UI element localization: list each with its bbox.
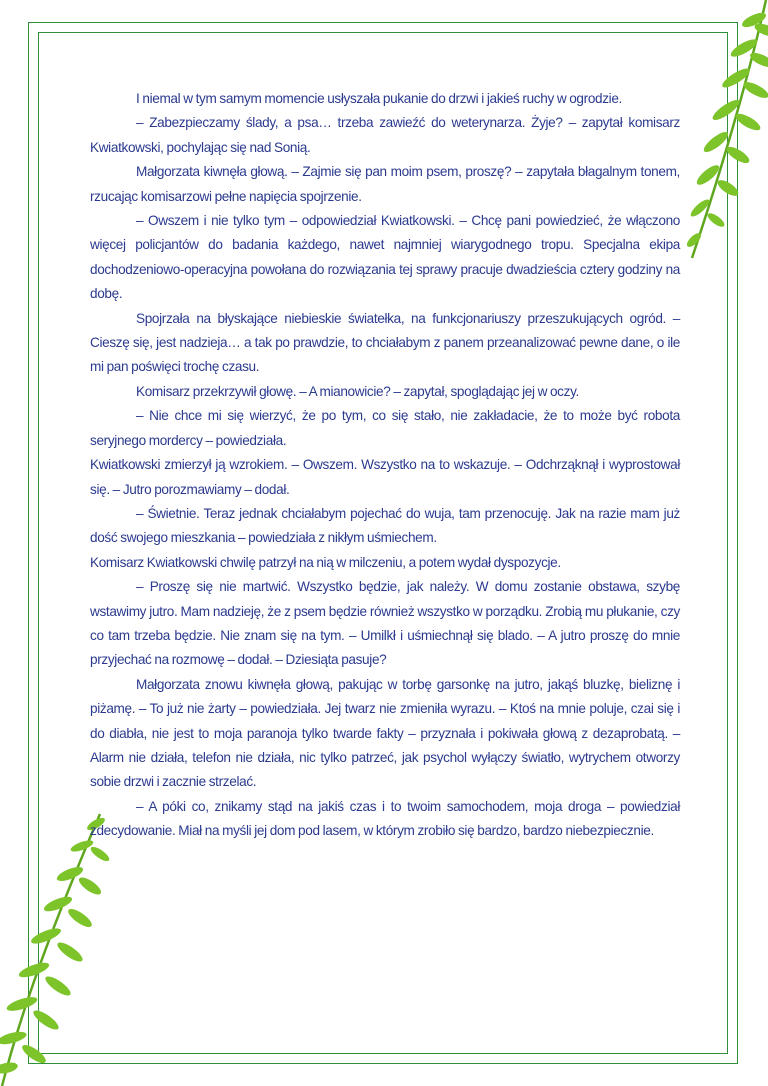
story-paragraph: Kwiatkowski zmierzył ją wzrokiem. – Owszem. Wszystko na to wskazuje. – Odchrząknął i wyprostował się. – Jutro porozmawiamy – dodał. <box>90 457 680 497</box>
story-paragraph: I niemal w tym samym momencie usłyszała pukanie do drzwi i jakieś ruchy w ogrodzie. <box>136 91 622 106</box>
story-paragraph: – Owszem i nie tylko tym – odpowiedział Kwiatkowski. – Chcę pani powiedzieć, że włączono więcej policjantów do badania każdego, nawet najmniej wiarygodnego tropu. Specjalna ekipa dochodzeniowo-operacyjna powołana do rozwiązania tej sprawy pracuje dwadzieścia cztery godziny na dobę. <box>90 213 680 302</box>
story-paragraph: – Nie chce mi się wierzyć, że po tym, co się stało, nie zakładacie, że to może być robota seryjnego mordercy – powiedziała. <box>90 408 680 448</box>
fern-decoration-bottom <box>0 806 120 1086</box>
story-paragraph: Komisarz przekrzywił głowę. – A mianowicie? – zapytał, spoglądając jej w oczy. <box>136 383 579 399</box>
story-paragraph: Małgorzata kiwnęła głową. – Zajmie się pan moim psem, proszę? – zapytała błagalnym tonem, rzucając komisarzowi pełne napięcia spojrzenie. <box>90 164 680 204</box>
story-text <box>90 87 680 844</box>
story-paragraph: – Proszę się nie martwić. Wszystko będzie, jak należy. W domu zostanie obstawa, szybę wstawimy jutro. Mam nadzieję, że z psem będzie również wszystko w porządku. Zrobią mu płukanie, czy co tam trzeba będzie. Nie znam się na tym. – Umilkł i uśmiechnął się blado. – A jutro proszę do mnie przyjechać na rozmowę – dodał. – Dziesiąta pasuje? <box>90 579 680 668</box>
story-paragraph: – A póki co, znikamy stąd na jakiś czas i to twoim samochodem, moja droga – powiedział zdecydowanie. Miał na myśli jej dom pod lasem, w którym zrobiło się bardzo, bardzo niebezpiecznie. <box>90 798 680 839</box>
story-paragraph: – Świetnie. Teraz jednak chciałabym pojechać do wuja, tam przenocuję. Jak na razie mam już dość swojego mieszkania – powiedziała z nikłym uśmiechem. <box>90 505 680 546</box>
story-paragraph: Małgorzata znowu kiwnęła głową, pakując w torbę garsonkę na jutro, jakąś bluzkę, bieliznę i piżamę. – To już nie żarty – powiedziała. Jej twarz nie zmieniła wyrazu. – Ktoś na mnie poluje, czai się i do diabła, nie jest to moja paranoja tylko twarde fakty – przyznała i pokiwała głową z dezaprobatą. – Alarm nie działa, telefon nie działa, nic tylko patrzeć, jak psychol wyłączy światło, wytrychem otworzy sobie drzwi i zacznie strzelać. <box>90 676 680 790</box>
story-paragraph: Komisarz Kwiatkowski chwilę patrzył na nią w milczeniu, a potem wydał dyspozycje. <box>90 554 561 570</box>
story-paragraph: – Zabezpieczamy ślady, a psa… trzeba zawieźć do weterynarza. Żyje? – zapytał komisarz Kwiatkowski, pochylając się nad Sonią. <box>90 115 680 155</box>
story-paragraph: Spojrzała na błyskające niebieskie światełka, na funkcjonariuszy przeszukujących ogród. – Cieszę się, jest nadzieja… a tak po prawdzie, to chciałabym z panem przeanalizować pewne dane, o ile mi pan poświęci trochę czasu. <box>90 310 680 375</box>
